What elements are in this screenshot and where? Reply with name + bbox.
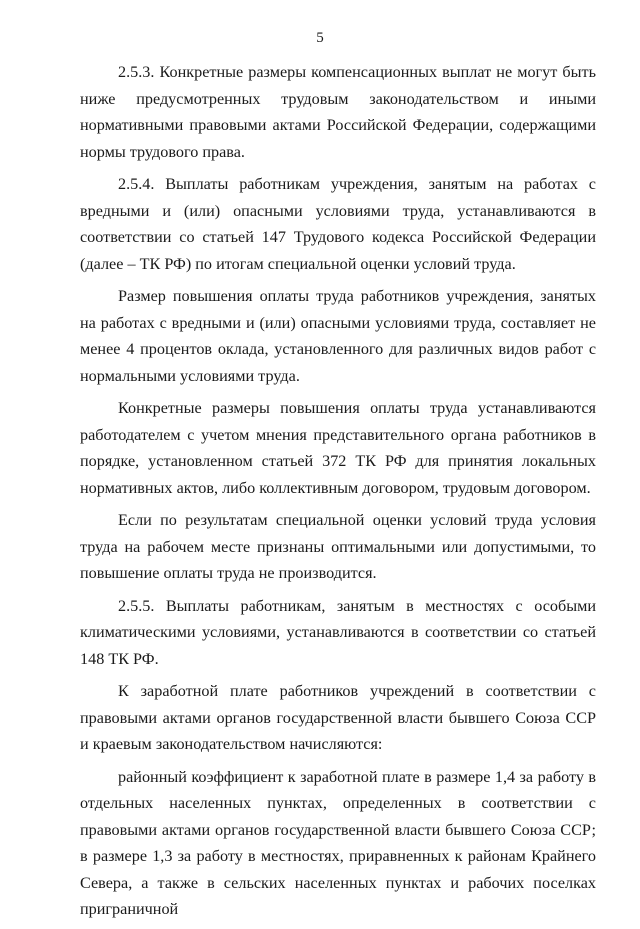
page-number: 5	[316, 30, 324, 46]
paragraph-increase-size: Размер повышения оплаты труда работников учреждения, занятых на работах с вредными и (или) опасными условиями труда, составляет не менее 4 процентов оклада, установленного для различных видов работ с нормальными условиями труда.	[80, 287, 596, 385]
paragraph-2-5-4: 2.5.4. Выплаты работникам учреждения, занятым на работах с вредными и (или) опасными условиями труда, устанавливаются в соответствии со статьей 147 Трудового кодекса Российской Федерации (далее – ТК РФ) по итогам специальной оценки условий труда.	[80, 175, 596, 273]
paragraph-special-assessment: Если по результатам специальной оценки условий труда условия труда на рабочем месте признаны оптимальными или допустимыми, то повышение оплаты труда не производится.	[80, 511, 596, 582]
paragraph-specific-sizes: Конкретные размеры повышения оплаты труда устанавливаются работодателем с учетом мнения представительного органа работников в порядке, установленном статьей 372 ТК РФ для принятия локальных нормативных актов, либо коллективным договором, трудовым договором.	[80, 399, 596, 497]
paragraph-salary-additions: К заработной плате работников учреждений в соответствии с правовыми актами органов государственной власти бывшего Союза ССР и краевым законодательством начисляются:	[80, 682, 596, 753]
paragraph-2-5-5: 2.5.5. Выплаты работникам, занятым в местностях с особыми климатическими условиями, устанавливаются в соответствии со статьей 148 ТК РФ.	[80, 596, 596, 668]
paragraph-2-5-3: 2.5.3. Конкретные размеры компенсационных выплат не могут быть ниже предусмотренных трудовым законодательством и иными нормативными правовыми актами Российской Федерации, содержащими нормы трудового права.	[80, 63, 596, 161]
paragraph-regional-coefficient: районный коэффициент к заработной плате в размере 1,4 за работу в отдельных населенных пунктах, определенных в соответствии с правовыми актами органов государственной власти бывшего Союза ССР; в размере 1,3 за работу в местностях, приравненных к районам Крайнего Севера, а также в сельских населенных пунктах и рабочих поселках приграничной	[80, 767, 596, 918]
document-body	[80, 59, 596, 929]
